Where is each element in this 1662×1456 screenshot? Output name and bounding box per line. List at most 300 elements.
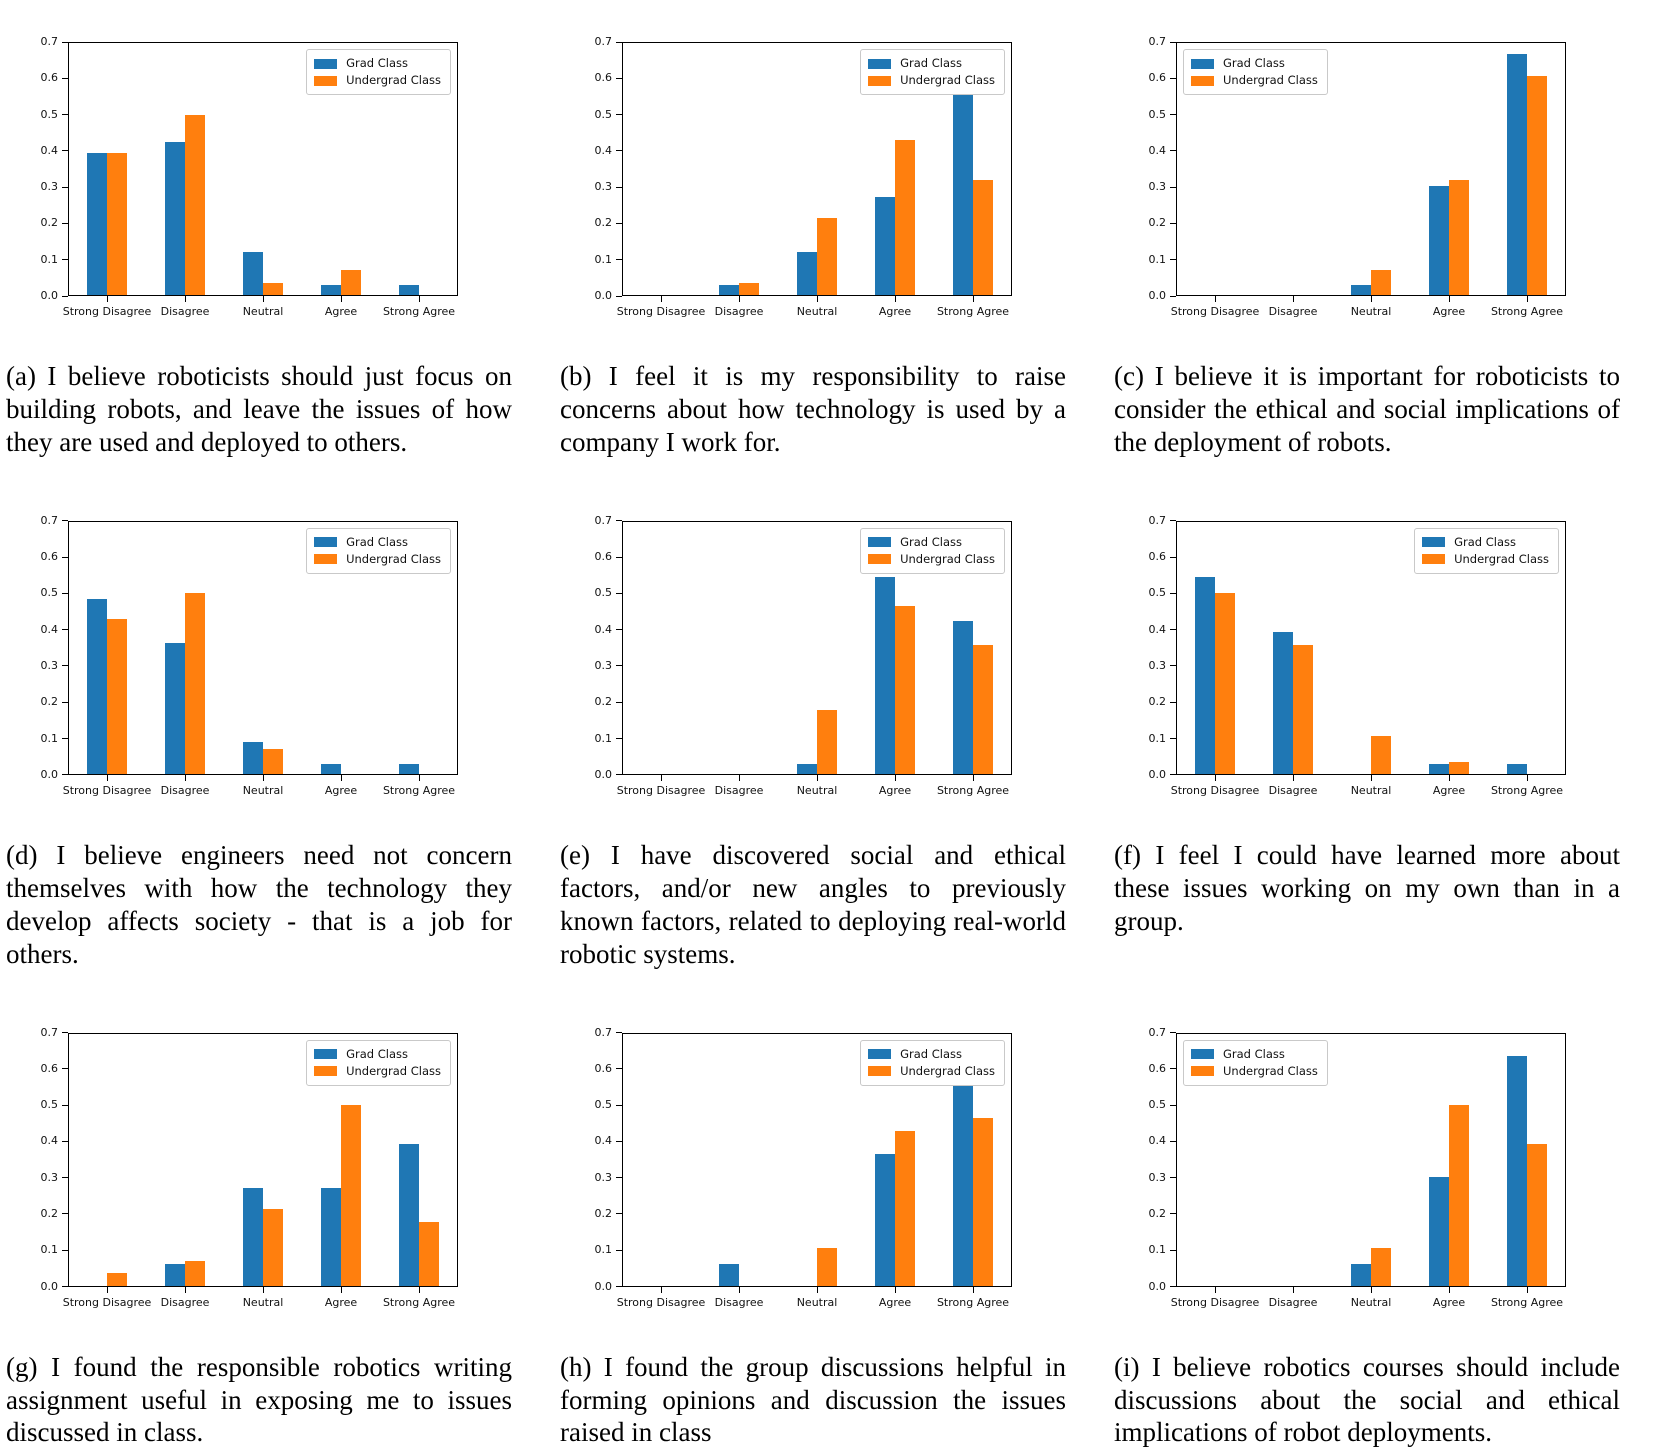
x-tick-label: Neutral [242, 1295, 284, 1309]
y-tick-mark [1170, 150, 1176, 151]
y-tick-label: 0.3 [40, 1170, 58, 1184]
grad-bar-agree [875, 577, 895, 775]
y-tick-mark [616, 557, 622, 558]
y-tick-mark [62, 296, 68, 297]
undergrad-bar-neutral [263, 283, 283, 296]
x-tick-label: Strong Disagree [616, 305, 706, 318]
undergrad-bar-strong-agree [973, 1118, 993, 1286]
y-tick-mark [616, 738, 622, 739]
y-tick-label: 0.6 [1148, 550, 1166, 564]
legend-entry [314, 534, 441, 551]
caption-c: (c) I believe it is important for roboticists to consider the ethical and social implications of the deployment of robots. [1114, 361, 1620, 457]
y-tick-label: 0.5 [40, 107, 58, 121]
legend-entry [868, 1063, 995, 1080]
chart-legend [1414, 528, 1559, 574]
chart-legend [860, 49, 1005, 95]
legend-label: Grad Class [900, 1046, 962, 1061]
y-tick-label: 0.5 [1148, 1098, 1166, 1112]
undergrad-bar-disagree [185, 593, 205, 774]
grad-bar-strong-agree [1507, 764, 1527, 775]
bar-chart-i [1114, 997, 1644, 1327]
undergrad-bar-neutral [817, 1248, 837, 1287]
y-tick-mark [1170, 114, 1176, 115]
legend-swatch-icon [868, 1066, 891, 1076]
y-tick-mark [616, 150, 622, 151]
x-tick-label: Strong Agree [936, 1295, 1010, 1309]
bar-chart-b [560, 6, 1090, 336]
undergrad-bar-agree [1449, 762, 1469, 775]
y-tick-label: 0.2 [594, 695, 612, 709]
x-tick-label: Agree [1432, 305, 1466, 318]
y-tick-label: 0.3 [1148, 180, 1166, 194]
legend-swatch-icon [868, 76, 891, 86]
grad-bar-agree [875, 1154, 895, 1286]
y-tick-mark [1170, 1177, 1176, 1178]
y-tick-label: 0.3 [40, 180, 58, 194]
undergrad-bar-disagree [185, 115, 205, 296]
x-tick-mark [817, 296, 818, 302]
legend-entry [314, 1063, 441, 1080]
y-tick-label: 0.2 [594, 216, 612, 230]
x-tick-label: Strong Agree [1490, 1295, 1564, 1309]
figure-h [554, 997, 1108, 1450]
y-tick-label: 0.2 [1148, 216, 1166, 230]
legend-swatch-icon [868, 1049, 891, 1059]
undergrad-bar-disagree [185, 1261, 205, 1287]
y-tick-mark [616, 1250, 622, 1251]
x-tick-label: Disagree [160, 305, 210, 318]
legend-swatch-icon [868, 554, 891, 564]
x-tick-label: Disagree [160, 1295, 210, 1309]
y-tick-label: 0.0 [40, 289, 58, 302]
y-tick-label: 0.4 [1148, 143, 1166, 157]
grad-bar-neutral [1351, 1264, 1371, 1286]
x-tick-label: Agree [878, 1295, 912, 1309]
grad-bar-agree [1429, 1177, 1449, 1287]
x-tick-mark [895, 296, 896, 302]
x-tick-label: Strong Agree [936, 305, 1010, 318]
y-tick-mark [62, 78, 68, 79]
x-tick-mark [341, 1287, 342, 1293]
y-tick-label: 0.4 [1148, 1134, 1166, 1148]
caption-e: (e) I have discovered social and ethical factors, and/or new angles to previously known factors, related to deploying real-world robotic systems. [560, 839, 1066, 969]
undergrad-bar-disagree [739, 283, 759, 296]
undergrad-bar-strong-disagree [107, 619, 127, 775]
y-tick-mark [62, 187, 68, 188]
legend-label: Grad Class [1454, 534, 1516, 549]
grad-bar-neutral [243, 252, 263, 296]
y-tick-label: 0.4 [594, 1134, 612, 1148]
x-tick-mark [1527, 775, 1528, 781]
undergrad-bar-neutral [817, 710, 837, 775]
y-tick-mark [62, 1213, 68, 1214]
y-tick-label: 0.5 [1148, 586, 1166, 600]
legend-swatch-icon [314, 1066, 337, 1076]
x-tick-mark [263, 775, 264, 781]
grad-bar-disagree [719, 285, 739, 296]
y-tick-label: 0.1 [40, 731, 58, 745]
y-tick-label: 0.1 [1148, 1243, 1166, 1257]
x-tick-label: Neutral [796, 1295, 838, 1309]
y-tick-mark [62, 114, 68, 115]
x-tick-label: Strong Disagree [62, 305, 152, 318]
y-tick-mark [1170, 1141, 1176, 1142]
x-tick-mark [107, 296, 108, 302]
legend-swatch-icon [868, 59, 891, 69]
x-tick-mark [661, 296, 662, 302]
undergrad-bar-strong-disagree [1215, 593, 1235, 774]
y-tick-mark [616, 629, 622, 630]
undergrad-bar-neutral [263, 749, 283, 775]
y-tick-label: 0.4 [40, 143, 58, 157]
y-tick-mark [1170, 296, 1176, 297]
y-tick-label: 0.1 [594, 252, 612, 266]
chart-legend [306, 528, 451, 574]
y-tick-label: 0.6 [40, 71, 58, 85]
bar-chart-f [1114, 485, 1644, 815]
y-tick-label: 0.0 [40, 767, 58, 781]
y-tick-mark [62, 738, 68, 739]
bar-chart-g [6, 997, 536, 1327]
figure-g [0, 997, 554, 1450]
x-tick-label: Disagree [714, 783, 764, 797]
y-tick-label: 0.6 [40, 1061, 58, 1075]
grad-bar-agree [321, 285, 341, 296]
y-tick-label: 0.5 [594, 586, 612, 600]
y-tick-label: 0.2 [1148, 1206, 1166, 1220]
x-tick-mark [1449, 1287, 1450, 1293]
y-tick-label: 0.6 [1148, 1061, 1166, 1075]
grad-bar-neutral [797, 252, 817, 296]
y-tick-label: 0.2 [40, 216, 58, 230]
x-tick-label: Strong Disagree [1170, 1295, 1260, 1309]
legend-entry [868, 1046, 995, 1063]
y-tick-mark [616, 1141, 622, 1142]
x-tick-mark [973, 296, 974, 302]
legend-label: Undergrad Class [900, 1063, 995, 1078]
x-tick-label: Neutral [1350, 305, 1392, 318]
x-tick-mark [185, 1287, 186, 1293]
legend-entry [868, 72, 995, 89]
x-tick-label: Strong Agree [1490, 305, 1564, 318]
x-tick-mark [1215, 775, 1216, 781]
bar-chart-d [6, 485, 536, 815]
undergrad-bar-strong-agree [1527, 76, 1547, 296]
legend-swatch-icon [868, 537, 891, 547]
y-tick-mark [616, 223, 622, 224]
x-tick-mark [973, 1287, 974, 1293]
legend-label: Undergrad Class [1223, 73, 1318, 87]
undergrad-bar-strong-disagree [107, 1273, 127, 1286]
y-tick-label: 0.1 [40, 252, 58, 266]
y-tick-label: 0.5 [40, 586, 58, 600]
undergrad-bar-neutral [263, 1209, 283, 1287]
caption-d: (d) I believe engineers need not concern themselves with how the technology they develop affects society - that is a job for others. [6, 839, 512, 969]
x-tick-label: Neutral [1350, 1295, 1392, 1309]
x-tick-label: Agree [324, 305, 358, 318]
legend-entry [1191, 72, 1318, 89]
x-tick-mark [263, 1287, 264, 1293]
legend-label: Undergrad Class [1454, 551, 1549, 566]
y-tick-mark [62, 1141, 68, 1142]
y-tick-mark [616, 1177, 622, 1178]
y-tick-mark [62, 1177, 68, 1178]
x-tick-mark [1527, 296, 1528, 302]
x-tick-mark [1371, 775, 1372, 781]
grad-bar-strong-disagree [1195, 577, 1215, 775]
undergrad-bar-strong-agree [973, 645, 993, 775]
undergrad-bar-agree [341, 270, 361, 296]
figure-e [554, 485, 1108, 971]
caption-b: (b) I feel it is my responsibility to raise concerns about how technology is used by a company I work for. [560, 361, 1066, 457]
grad-bar-strong-agree [1507, 1056, 1527, 1287]
y-tick-label: 0.0 [594, 1279, 612, 1293]
grad-bar-strong-agree [399, 285, 419, 296]
x-tick-label: Agree [1432, 1295, 1466, 1309]
legend-label: Grad Class [900, 56, 962, 70]
y-tick-mark [1170, 78, 1176, 79]
y-tick-mark [616, 296, 622, 297]
x-tick-label: Disagree [160, 783, 210, 797]
x-tick-label: Strong Disagree [1170, 305, 1260, 318]
grad-bar-strong-agree [399, 1144, 419, 1287]
x-tick-label: Strong Disagree [616, 783, 706, 797]
y-tick-mark [1170, 223, 1176, 224]
undergrad-bar-agree [895, 606, 915, 774]
x-tick-mark [1449, 296, 1450, 302]
y-tick-label: 0.7 [594, 513, 612, 527]
legend-entry [1191, 55, 1318, 72]
grad-bar-disagree [719, 1264, 739, 1286]
y-tick-mark [1170, 1032, 1176, 1033]
y-tick-mark [62, 774, 68, 775]
x-tick-label: Agree [324, 1295, 358, 1309]
x-tick-mark [419, 1287, 420, 1293]
legend-swatch-icon [1422, 554, 1445, 564]
y-tick-label: 0.4 [594, 143, 612, 157]
y-tick-label: 0.6 [594, 71, 612, 85]
x-tick-label: Neutral [242, 305, 284, 318]
x-tick-mark [341, 296, 342, 302]
x-tick-label: Neutral [1350, 783, 1392, 797]
y-tick-label: 0.1 [594, 1243, 612, 1257]
y-tick-label: 0.5 [40, 1098, 58, 1112]
bar-chart-e [560, 485, 1090, 815]
y-tick-mark [616, 1068, 622, 1069]
bar-chart-h [560, 997, 1090, 1327]
y-tick-mark [616, 774, 622, 775]
x-tick-label: Strong Agree [1490, 783, 1564, 797]
y-tick-label: 0.7 [594, 35, 612, 48]
y-tick-mark [1170, 259, 1176, 260]
grad-bar-neutral [1351, 285, 1371, 296]
y-tick-label: 0.2 [40, 695, 58, 709]
y-tick-mark [1170, 42, 1176, 43]
x-tick-label: Strong Agree [382, 1295, 456, 1309]
legend-label: Grad Class [346, 1046, 408, 1061]
y-tick-label: 0.7 [40, 1025, 58, 1039]
grad-bar-agree [1429, 186, 1449, 296]
x-tick-label: Disagree [1268, 305, 1318, 318]
y-tick-mark [1170, 1105, 1176, 1106]
y-tick-label: 0.4 [40, 1134, 58, 1148]
undergrad-bar-strong-agree [1527, 1144, 1547, 1287]
y-tick-mark [62, 223, 68, 224]
x-tick-mark [341, 775, 342, 781]
legend-label: Undergrad Class [346, 1063, 441, 1078]
undergrad-bar-agree [895, 140, 915, 296]
x-tick-mark [419, 775, 420, 781]
x-tick-mark [1449, 775, 1450, 781]
y-tick-label: 0.2 [40, 1206, 58, 1220]
chart-legend [1183, 1040, 1328, 1086]
legend-label: Grad Class [900, 534, 962, 549]
y-tick-mark [1170, 702, 1176, 703]
legend-entry [868, 534, 995, 551]
y-tick-mark [62, 557, 68, 558]
y-tick-label: 0.1 [40, 1243, 58, 1257]
y-tick-mark [62, 702, 68, 703]
y-tick-mark [1170, 738, 1176, 739]
undergrad-bar-neutral [1371, 736, 1391, 775]
legend-swatch-icon [314, 554, 337, 564]
y-tick-mark [1170, 665, 1176, 666]
y-tick-label: 0.3 [594, 658, 612, 672]
x-tick-mark [1371, 1287, 1372, 1293]
y-tick-mark [1170, 1068, 1176, 1069]
x-tick-mark [185, 775, 186, 781]
y-tick-label: 0.6 [594, 550, 612, 564]
legend-swatch-icon [314, 59, 337, 69]
x-tick-mark [1215, 296, 1216, 302]
y-tick-label: 0.3 [594, 180, 612, 194]
y-tick-label: 0.5 [594, 1098, 612, 1112]
caption-a: (a) I believe roboticists should just focus on building robots, and leave the issues of how they are used and deployed to others. [6, 361, 512, 457]
x-tick-mark [107, 775, 108, 781]
chart-legend [306, 1040, 451, 1086]
x-tick-label: Disagree [1268, 783, 1318, 797]
caption-g: (g) I found the responsible robotics writing assignment useful in exposing me to issues discussed in class. [6, 1351, 512, 1448]
y-tick-label: 0.0 [1148, 1279, 1166, 1293]
chart-legend [306, 49, 451, 95]
y-tick-label: 0.5 [594, 107, 612, 121]
y-tick-label: 0.7 [1148, 513, 1166, 527]
y-tick-label: 0.6 [594, 1061, 612, 1075]
y-tick-label: 0.0 [1148, 767, 1166, 781]
x-tick-label: Neutral [796, 305, 838, 318]
x-tick-label: Agree [324, 783, 358, 797]
grad-bar-strong-agree [1507, 54, 1527, 296]
y-tick-mark [62, 150, 68, 151]
legend-entry [1422, 551, 1549, 568]
y-tick-mark [1170, 1286, 1176, 1287]
x-tick-mark [185, 296, 186, 302]
y-tick-mark [1170, 1250, 1176, 1251]
y-tick-mark [62, 665, 68, 666]
legend-label: Grad Class [346, 534, 408, 549]
x-tick-mark [1293, 1287, 1294, 1293]
y-tick-mark [616, 520, 622, 521]
x-tick-mark [739, 1287, 740, 1293]
x-tick-mark [661, 1287, 662, 1293]
legend-label: Undergrad Class [900, 551, 995, 566]
legend-label: Undergrad Class [1223, 1063, 1318, 1078]
grad-bar-strong-disagree [87, 153, 107, 296]
x-tick-mark [1371, 296, 1372, 302]
figure-d [0, 485, 554, 971]
y-tick-label: 0.7 [594, 1025, 612, 1039]
x-tick-mark [817, 775, 818, 781]
undergrad-bar-agree [895, 1131, 915, 1287]
grad-bar-neutral [243, 1188, 263, 1287]
x-tick-label: Strong Agree [382, 783, 456, 797]
figure-c [1108, 6, 1662, 459]
grad-bar-neutral [243, 742, 263, 775]
y-tick-label: 0.1 [1148, 252, 1166, 266]
x-tick-label: Strong Agree [382, 305, 456, 318]
legend-label: Grad Class [1223, 56, 1285, 70]
legend-swatch-icon [314, 76, 337, 86]
grad-bar-agree [1429, 764, 1449, 775]
undergrad-bar-strong-agree [973, 180, 993, 296]
x-tick-label: Disagree [714, 305, 764, 318]
x-tick-label: Strong Disagree [1170, 783, 1260, 797]
legend-entry [868, 551, 995, 568]
y-tick-mark [62, 629, 68, 630]
undergrad-bar-agree [341, 1105, 361, 1286]
y-tick-mark [616, 1286, 622, 1287]
legend-swatch-icon [1191, 59, 1214, 69]
grad-bar-strong-agree [399, 764, 419, 775]
x-tick-mark [739, 296, 740, 302]
y-tick-label: 0.0 [40, 1279, 58, 1293]
y-tick-label: 0.0 [594, 289, 612, 302]
y-tick-mark [1170, 520, 1176, 521]
grad-bar-disagree [165, 643, 185, 775]
legend-swatch-icon [1422, 537, 1445, 547]
y-tick-mark [1170, 774, 1176, 775]
figure-b [554, 6, 1108, 459]
y-tick-mark [62, 259, 68, 260]
y-tick-mark [62, 520, 68, 521]
y-tick-label: 0.7 [40, 513, 58, 527]
x-tick-mark [895, 1287, 896, 1293]
figure-i [1108, 997, 1662, 1450]
legend-swatch-icon [1191, 76, 1214, 86]
y-tick-mark [1170, 593, 1176, 594]
x-tick-mark [1527, 1287, 1528, 1293]
y-tick-label: 0.5 [1148, 107, 1166, 121]
y-tick-label: 0.1 [1148, 731, 1166, 745]
grad-bar-agree [321, 1188, 341, 1287]
y-tick-mark [1170, 1213, 1176, 1214]
legend-entry [1191, 1063, 1318, 1080]
legend-swatch-icon [314, 537, 337, 547]
y-tick-label: 0.2 [1148, 695, 1166, 709]
chart-legend [860, 528, 1005, 574]
x-tick-label: Agree [878, 305, 912, 318]
legend-entry [868, 55, 995, 72]
y-tick-label: 0.3 [1148, 658, 1166, 672]
legend-entry [1191, 1046, 1318, 1063]
y-tick-label: 0.7 [40, 35, 58, 48]
x-tick-label: Strong Disagree [616, 1295, 706, 1309]
legend-swatch-icon [314, 1049, 337, 1059]
y-tick-mark [62, 1286, 68, 1287]
grad-bar-disagree [165, 142, 185, 296]
x-tick-mark [895, 775, 896, 781]
x-tick-label: Strong Agree [936, 783, 1010, 797]
